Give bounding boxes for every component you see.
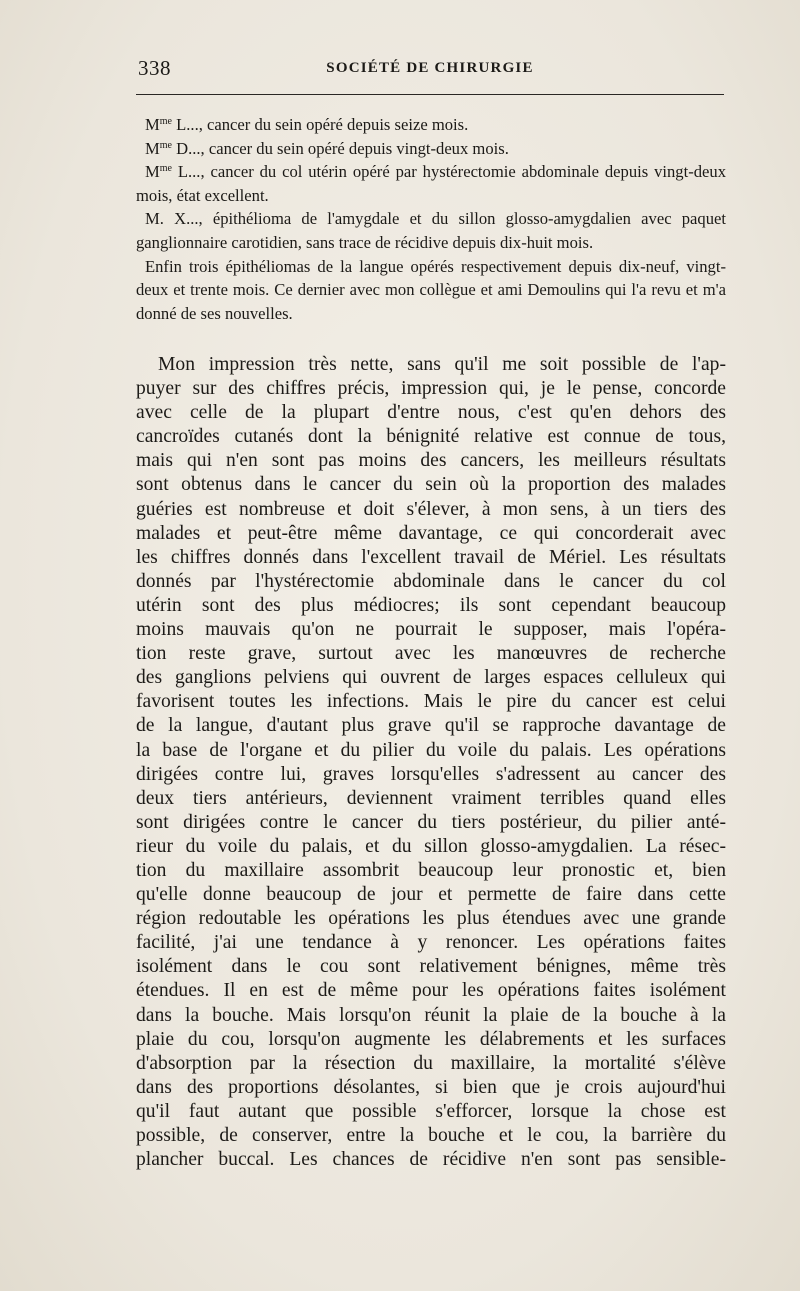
page-number: 338	[138, 56, 171, 80]
text-line: isolément dans le cou sont relativement bénignes, même très	[136, 956, 726, 978]
text-line: utérin sont des plus médiocres; ils sont cependant beaucoup	[136, 594, 726, 616]
text-line: puyer sur des chiffres précis, impression qui, je le pense, concorde	[136, 378, 726, 400]
text-line: la base de l'organe et du pilier du voile du palais. Les opérations	[136, 739, 726, 761]
text-line: sont dirigées contre le cancer du tiers postérieur, du pilier anté-	[136, 811, 726, 833]
text-line: plancher buccal. Les chances de récidive n'en sont pas sensible-	[136, 1149, 726, 1171]
text-line: mais qui n'en sont pas moins des cancers, les meilleurs résultats	[136, 450, 726, 472]
page-header	[136, 56, 724, 82]
text-line: possible, de conserver, entre la bouche et le cou, la barrière du	[136, 1125, 726, 1146]
text-line: rieur du voile du palais, et du sillon glosso-amygdalien. La résec-	[136, 835, 726, 857]
text-line: cancroïdes cutanés dont la bénignité relative est connue de tous,	[136, 426, 726, 448]
text-line: d'absorption par la résection du maxillaire, la mortalité s'élève	[136, 1052, 726, 1074]
text-line: étendues. Il en est de même pour les opérations faites isolément	[136, 980, 726, 1002]
text-line: favorisent toutes les infections. Mais le pire du cancer est celui	[136, 691, 726, 713]
text-line: région redoutable les opérations les plus étendues avec une grande	[136, 908, 726, 930]
text-line: donnés par l'hystérectomie abdominale dans le cancer du col	[136, 570, 726, 592]
text-line: qu'elle donne beaucoup de jour et permette de faire dans cette	[136, 884, 726, 906]
running-title: SOCIÉTÉ DE CHIRURGIE	[326, 60, 534, 76]
header-rule	[136, 94, 724, 95]
text-line: moins mauvais qu'on ne pourrait le supposer, mais l'opéra-	[136, 619, 726, 641]
case-note: $M^{me}$ L..., cancer du col utérin opéré par hystérectomie abdominale depuis vingt-deux mois, état excellent.	[136, 162, 726, 205]
main-paragraph	[136, 353, 726, 1172]
text-line: des ganglions pelviens qui ouvrent de larges espaces celluleux qui	[136, 667, 726, 689]
text-line: Mon impression très nette, sans qu'il me soit possible de l'ap-	[158, 354, 726, 375]
text-line: avec celle de la plupart d'entre nous, c'est qu'en dehors des	[136, 402, 726, 424]
text-line: sont obtenus dans le cancer du sein où la proportion des malades	[136, 474, 726, 496]
text-line: dirigées contre lui, graves lorsqu'elles s'adressent au cancer des	[136, 763, 726, 785]
case-note: Enfin trois épithéliomas de la langue opérés respectivement depuis dix-neuf, vingt-deux et trente mois. Ce dernier avec mon collègue et ami Demoulins qui l'a revu et m'a donné de ses nouvelles.	[136, 256, 726, 323]
text-line: dans la bouche. Mais lorsqu'on réunit la plaie de la bouche à la	[136, 1004, 726, 1026]
case-note: $M^{me}$ D..., cancer du sein opéré depuis vingt-deux mois.	[145, 138, 509, 158]
text-line: de la langue, d'autant plus grave qu'il se rapproche davantage de	[136, 715, 726, 737]
case-note: $M^{me}$ L..., cancer du sein opéré depuis seize mois.	[145, 115, 469, 134]
case-note: M. X..., épithélioma de l'amygdale et du sillon glosso-amygdalien avec paquet ganglionnaire carotidien, sans trace de récidive depuis dix-huit mois.	[136, 209, 726, 252]
text-line: les chiffres donnés dans l'excellent travail de Mériel. Les résultats	[136, 546, 726, 568]
text-line: tion reste grave, surtout avec les manœuvres de recherche	[136, 643, 726, 665]
text-line: dans des proportions désolantes, si bien que je crois aujourd'hui	[136, 1076, 726, 1098]
text-line: facilité, j'ai une tendance à y renoncer. Les opérations faites	[136, 932, 726, 954]
text-line: qu'il faut autant que possible s'efforcer, lorsque la chose est	[136, 1100, 726, 1122]
text-line: plaie du cou, lorsqu'on augmente les délabrements et les surfaces	[136, 1028, 726, 1050]
text-line: guéries est nombreuse et doit s'élever, à mon sens, à un tiers des	[136, 498, 726, 520]
text-line: malades et peut-être même davantage, ce qui concorderait avec	[136, 522, 726, 544]
case-notes	[136, 113, 726, 325]
text-line: deux tiers antérieurs, deviennent vraiment terribles quand elles	[136, 787, 726, 809]
text-line: tion du maxillaire assombrit beaucoup leur pronostic et, bien	[136, 859, 726, 881]
